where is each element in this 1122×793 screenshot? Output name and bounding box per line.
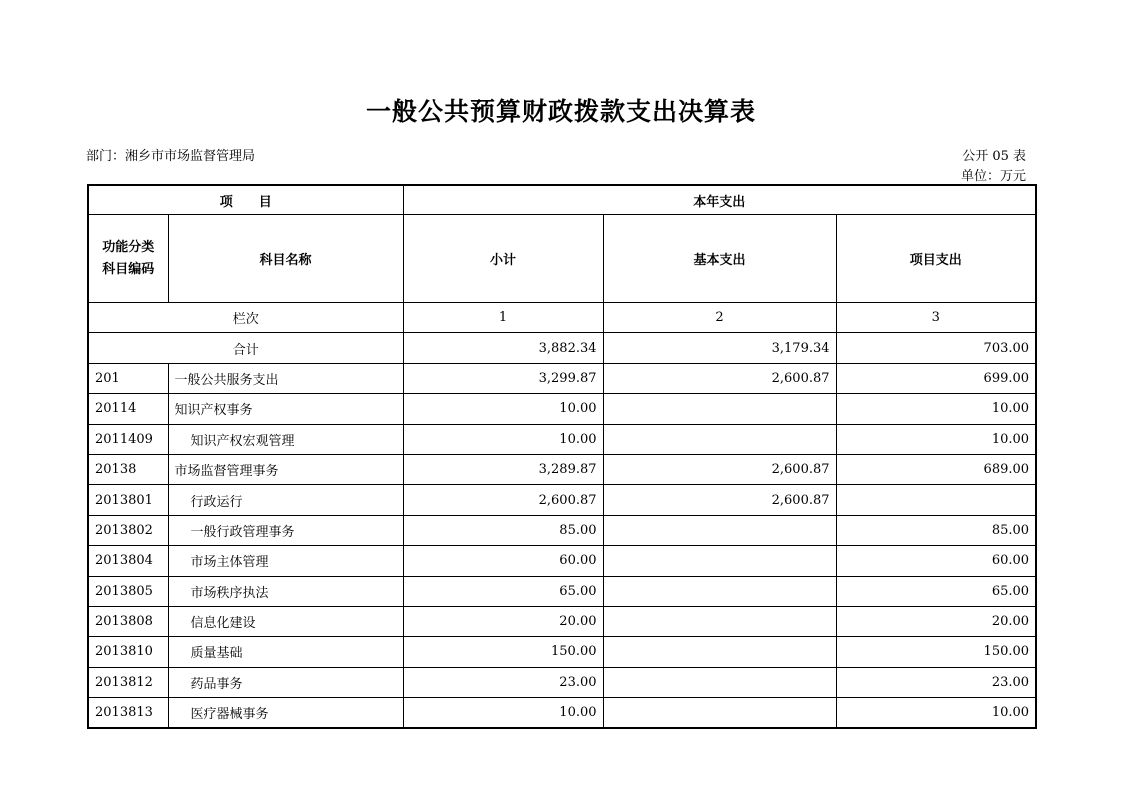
- table-row: [88, 363, 1036, 393]
- table-row: [88, 394, 1036, 424]
- row-code: 2013810: [88, 637, 168, 667]
- page-title: 一般公共预算财政拨款支出决算表: [365, 97, 756, 126]
- row-project: 689.00: [836, 454, 1036, 484]
- header-project: 项目支出: [836, 215, 1036, 303]
- total-project: 703.00: [836, 333, 1036, 363]
- column-number-row: [88, 303, 1036, 333]
- row-project: 10.00: [836, 394, 1036, 424]
- column-number-2: 2: [603, 303, 836, 333]
- row-project: 65.00: [836, 576, 1036, 606]
- row-name: 知识产权事务: [168, 394, 403, 424]
- header-row-2: [88, 215, 1036, 303]
- row-basic: 2,600.87: [603, 485, 836, 515]
- column-number-3: 3: [836, 303, 1036, 333]
- row-basic: [603, 698, 836, 729]
- row-code: 2013804: [88, 546, 168, 576]
- row-subtotal: 150.00: [403, 637, 603, 667]
- row-subtotal: 60.00: [403, 546, 603, 576]
- row-name: 市场秩序执法: [168, 576, 403, 606]
- row-code: 2013802: [88, 515, 168, 545]
- row-basic: [603, 515, 836, 545]
- row-basic: [603, 576, 836, 606]
- header-func-code-line2: 科目编码: [102, 261, 155, 277]
- row-project: [836, 485, 1036, 515]
- table-row: [88, 485, 1036, 515]
- row-code: 2011409: [88, 424, 168, 454]
- row-basic: [603, 424, 836, 454]
- table-row: [88, 576, 1036, 606]
- row-subtotal: 20.00: [403, 606, 603, 636]
- row-basic: [603, 394, 836, 424]
- row-basic: [603, 606, 836, 636]
- row-subtotal: 65.00: [403, 576, 603, 606]
- table-row: [88, 454, 1036, 484]
- row-name: 知识产权宏观管理: [168, 424, 403, 454]
- row-name: 信息化建设: [168, 606, 403, 636]
- column-number-1: 1: [403, 303, 603, 333]
- table-row: [88, 637, 1036, 667]
- row-subtotal: 23.00: [403, 667, 603, 697]
- header-func-code-line1: 功能分类: [102, 239, 155, 255]
- row-subtotal: 85.00: [403, 515, 603, 545]
- row-subtotal: 3,289.87: [403, 454, 603, 484]
- row-basic: [603, 546, 836, 576]
- department-label: 部门：湘乡市市场监督管理局: [86, 149, 256, 164]
- header-row-1: [88, 185, 1036, 215]
- row-code: 2013812: [88, 667, 168, 697]
- expenditure-table: [87, 184, 1037, 729]
- row-basic: 2,600.87: [603, 363, 836, 393]
- row-name: 质量基础: [168, 637, 403, 667]
- row-name: 市场监督管理事务: [168, 454, 403, 484]
- header-item: 项 目: [88, 185, 403, 215]
- total-row: [88, 333, 1036, 363]
- row-name: 行政运行: [168, 485, 403, 515]
- header-subject-name: 科目名称: [168, 215, 403, 303]
- row-subtotal: 10.00: [403, 424, 603, 454]
- row-project: 10.00: [836, 698, 1036, 729]
- row-code: 201: [88, 363, 168, 393]
- header-current-year: 本年支出: [403, 185, 1036, 215]
- row-subtotal: 3,299.87: [403, 363, 603, 393]
- row-project: 23.00: [836, 667, 1036, 697]
- table-row: [88, 424, 1036, 454]
- total-basic: 3,179.34: [603, 333, 836, 363]
- row-code: 2013801: [88, 485, 168, 515]
- row-project: 150.00: [836, 637, 1036, 667]
- total-label: 合计: [88, 333, 403, 363]
- row-code: 20138: [88, 454, 168, 484]
- table-row: [88, 698, 1036, 729]
- row-name: 一般行政管理事务: [168, 515, 403, 545]
- row-name: 药品事务: [168, 667, 403, 697]
- header-subtotal: 小计: [403, 215, 603, 303]
- row-subtotal: 2,600.87: [403, 485, 603, 515]
- row-project: 20.00: [836, 606, 1036, 636]
- header-basic: 基本支出: [603, 215, 836, 303]
- row-subtotal: 10.00: [403, 394, 603, 424]
- row-project: 10.00: [836, 424, 1036, 454]
- row-name: 医疗器械事务: [168, 698, 403, 729]
- unit-label: 单位：万元: [960, 169, 1026, 184]
- column-number-label: 栏次: [88, 303, 403, 333]
- row-name: 一般公共服务支出: [168, 363, 403, 393]
- row-project: 85.00: [836, 515, 1036, 545]
- row-basic: 2,600.87: [603, 454, 836, 484]
- row-project: 60.00: [836, 546, 1036, 576]
- table-row: [88, 515, 1036, 545]
- row-code: 2013805: [88, 576, 168, 606]
- header-func-code: [88, 215, 168, 303]
- row-code: 2013808: [88, 606, 168, 636]
- row-basic: [603, 637, 836, 667]
- table-row: [88, 546, 1036, 576]
- row-code: 2013813: [88, 698, 168, 729]
- row-project: 699.00: [836, 363, 1036, 393]
- table-row: [88, 667, 1036, 697]
- row-name: 市场主体管理: [168, 546, 403, 576]
- table-row: [88, 606, 1036, 636]
- total-subtotal: 3,882.34: [403, 333, 603, 363]
- row-code: 20114: [88, 394, 168, 424]
- row-subtotal: 10.00: [403, 698, 603, 729]
- row-basic: [603, 667, 836, 697]
- form-number: 公开 05 表: [962, 149, 1026, 164]
